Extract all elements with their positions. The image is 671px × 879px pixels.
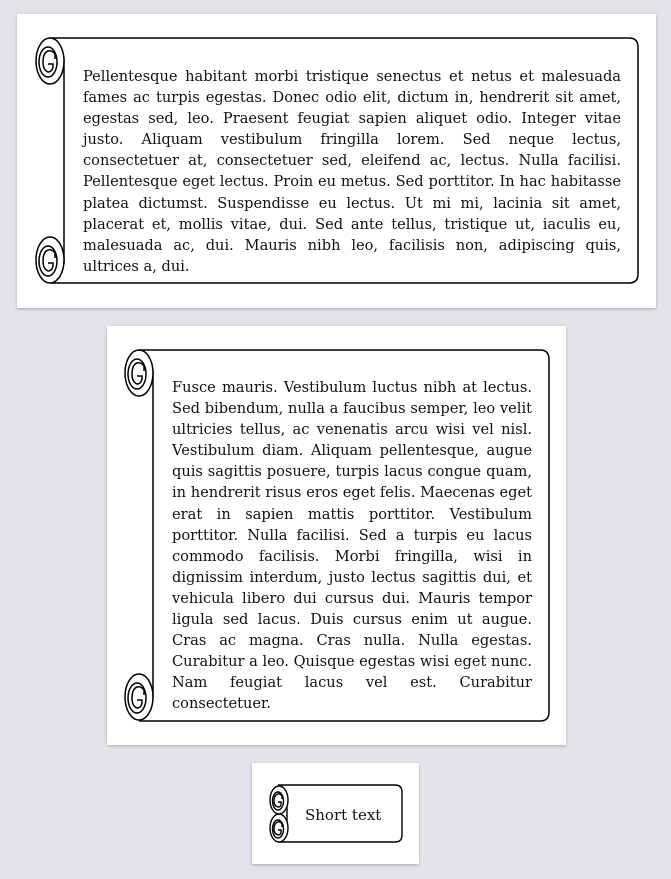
scroll-text-1: Pellentesque habitant morbi tristique senectus et netus et malesuada fames ac turpis egestas. Donec odio elit, dictum in, hendrerit sit amet, egestas sed, leo. Praesent feugiat sapien aliquet odio. Integer vitae justo. Aliquam vestibulum fringilla lorem. Sed neque lectus, consectetuer at, consectetuer sed, eleifend ac, lectus. Nulla facilisi. Pellentesque eget lectus. Proin eu metus. Sed porttitor. In hac habitasse platea dictumst. Suspendisse eu lectus. Ut mi mi, lacinia sit amet, placerat et, mollis vitae, dui. Sed ante tellus, tristique ut, iaculis eu, malesuada ac, dui. Mauris nibh leo, facilisis non, adipiscing quis, ultrices a, dui. (83, 68, 621, 275)
scroll-text-2: Fusce mauris. Vestibulum luctus nibh at lectus. Sed bibendum, nulla a faucibus semper, leo velit ultricies tellus, ac venenatis arcu wisi vel nisl. Vestibulum diam. Aliquam pellentesque, augue quis sagittis posuere, turpis lacus congue quam, in hendrerit risus eros eget felis. Maecenas eget erat in sapien mattis porttitor. Vestibulum porttitor. Nulla facilisi. Sed a turpis eu lacus commodo facilisis. Morbi fringilla, wisi in dignissim interdum, justo lectus sagittis dui, et vehicula libero dui cursus dui. Mauris tempor ligula sed lacus. Duis cursus enim ut augue. Cras ac magna. Cras nulla. Nulla egestas. Curabitur a leo. Quisque egestas wisi eget nunc. Nam feugiat lacus vel est. Curabitur consectetuer. (172, 379, 532, 713)
scroll-roll-bottom-icon (125, 674, 153, 720)
scroll-roll-top-icon (36, 38, 64, 84)
scroll-roll-bottom-icon (36, 237, 64, 283)
scroll-roll-top-icon (125, 350, 153, 396)
scroll-text-3: Short text (305, 806, 382, 824)
scroll-roll-top-icon (270, 786, 288, 814)
scroll-card-2 (107, 326, 566, 745)
scroll-card-1 (17, 14, 656, 308)
scroll-roll-bottom-icon (270, 814, 288, 842)
scroll-card-3 (252, 763, 419, 864)
